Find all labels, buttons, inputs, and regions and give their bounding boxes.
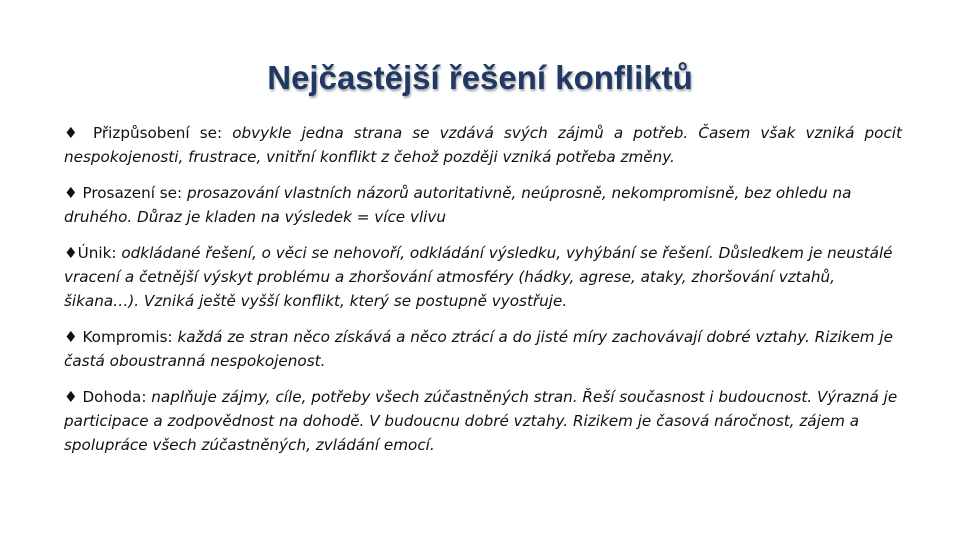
desc-prizpusobeni: obvykle jedna strana se vzdává svých zájmů a potřeb. Časem však vzniká pocit nespokojenosti, frustrace, vnitřní konflikt z čehož později vzniká potřeba změny. <box>64 124 902 166</box>
paragraph-prizpusobeni <box>64 121 902 169</box>
term-kompromis: Kompromis <box>82 328 168 346</box>
bullet-diamond-icon: ♦ <box>64 184 78 202</box>
desc-prosazeni: prosazování vlastních názorů autoritativně, neúprosně, nekompromisně, bez ohledu na druhého. Důraz je kladen na výsledek = více vlivu <box>64 184 852 226</box>
desc-kompromis: každá ze stran něco získává a něco ztrácí a do jisté míry zachovávají dobré vztahy. Rizikem je častá oboustranná nespokojenost. <box>64 328 893 370</box>
term-prizpusobeni: Přizpůsobení se <box>93 124 217 142</box>
term-separator: : <box>111 244 122 262</box>
desc-unik: odkládané řešení, o věci se nehovoří, odkládání výsledku, vyhýbání se řešení. Důsledkem je neustálé vracení a četnější výskyt problému a zhoršování atmosféry (hádky, agrese, ataky, zhoršování vztahů, šikana…). Vzniká ještě vyšší konflikt, který se postupně vyostřuje. <box>64 244 893 310</box>
paragraph-prosazeni <box>64 181 902 229</box>
bullet-diamond-icon: ♦ <box>64 388 78 406</box>
paragraph-unik <box>64 241 902 313</box>
paragraph-dohoda <box>64 385 902 457</box>
term-prosazeni: Prosazení se: <box>82 184 183 202</box>
slide-content <box>64 121 902 469</box>
term-separator: : <box>141 388 152 406</box>
paragraph-kompromis <box>64 325 902 373</box>
term-unik: Únik <box>77 244 112 262</box>
term-dohoda: Dohoda <box>82 388 142 406</box>
bullet-diamond-icon: ♦ <box>64 244 78 262</box>
bullet-diamond-icon: ♦ <box>64 124 83 142</box>
term-separator: : <box>216 124 233 142</box>
term-separator: : <box>167 328 178 346</box>
desc-dohoda: naplňuje zájmy, cíle, potřeby všech zúčastněných stran. Řeší současnost i budoucnost. Výrazná je participace a zodpovědnost na dohodě. V budoucnu dobré vztahy. Rizikem je časová náročnost, zájem a spolupráce všech zúčastněných, zvládání emocí. <box>64 388 898 454</box>
slide-title: Nejčastější řešení konfliktů <box>267 59 693 96</box>
bullet-diamond-icon: ♦ <box>64 328 78 346</box>
